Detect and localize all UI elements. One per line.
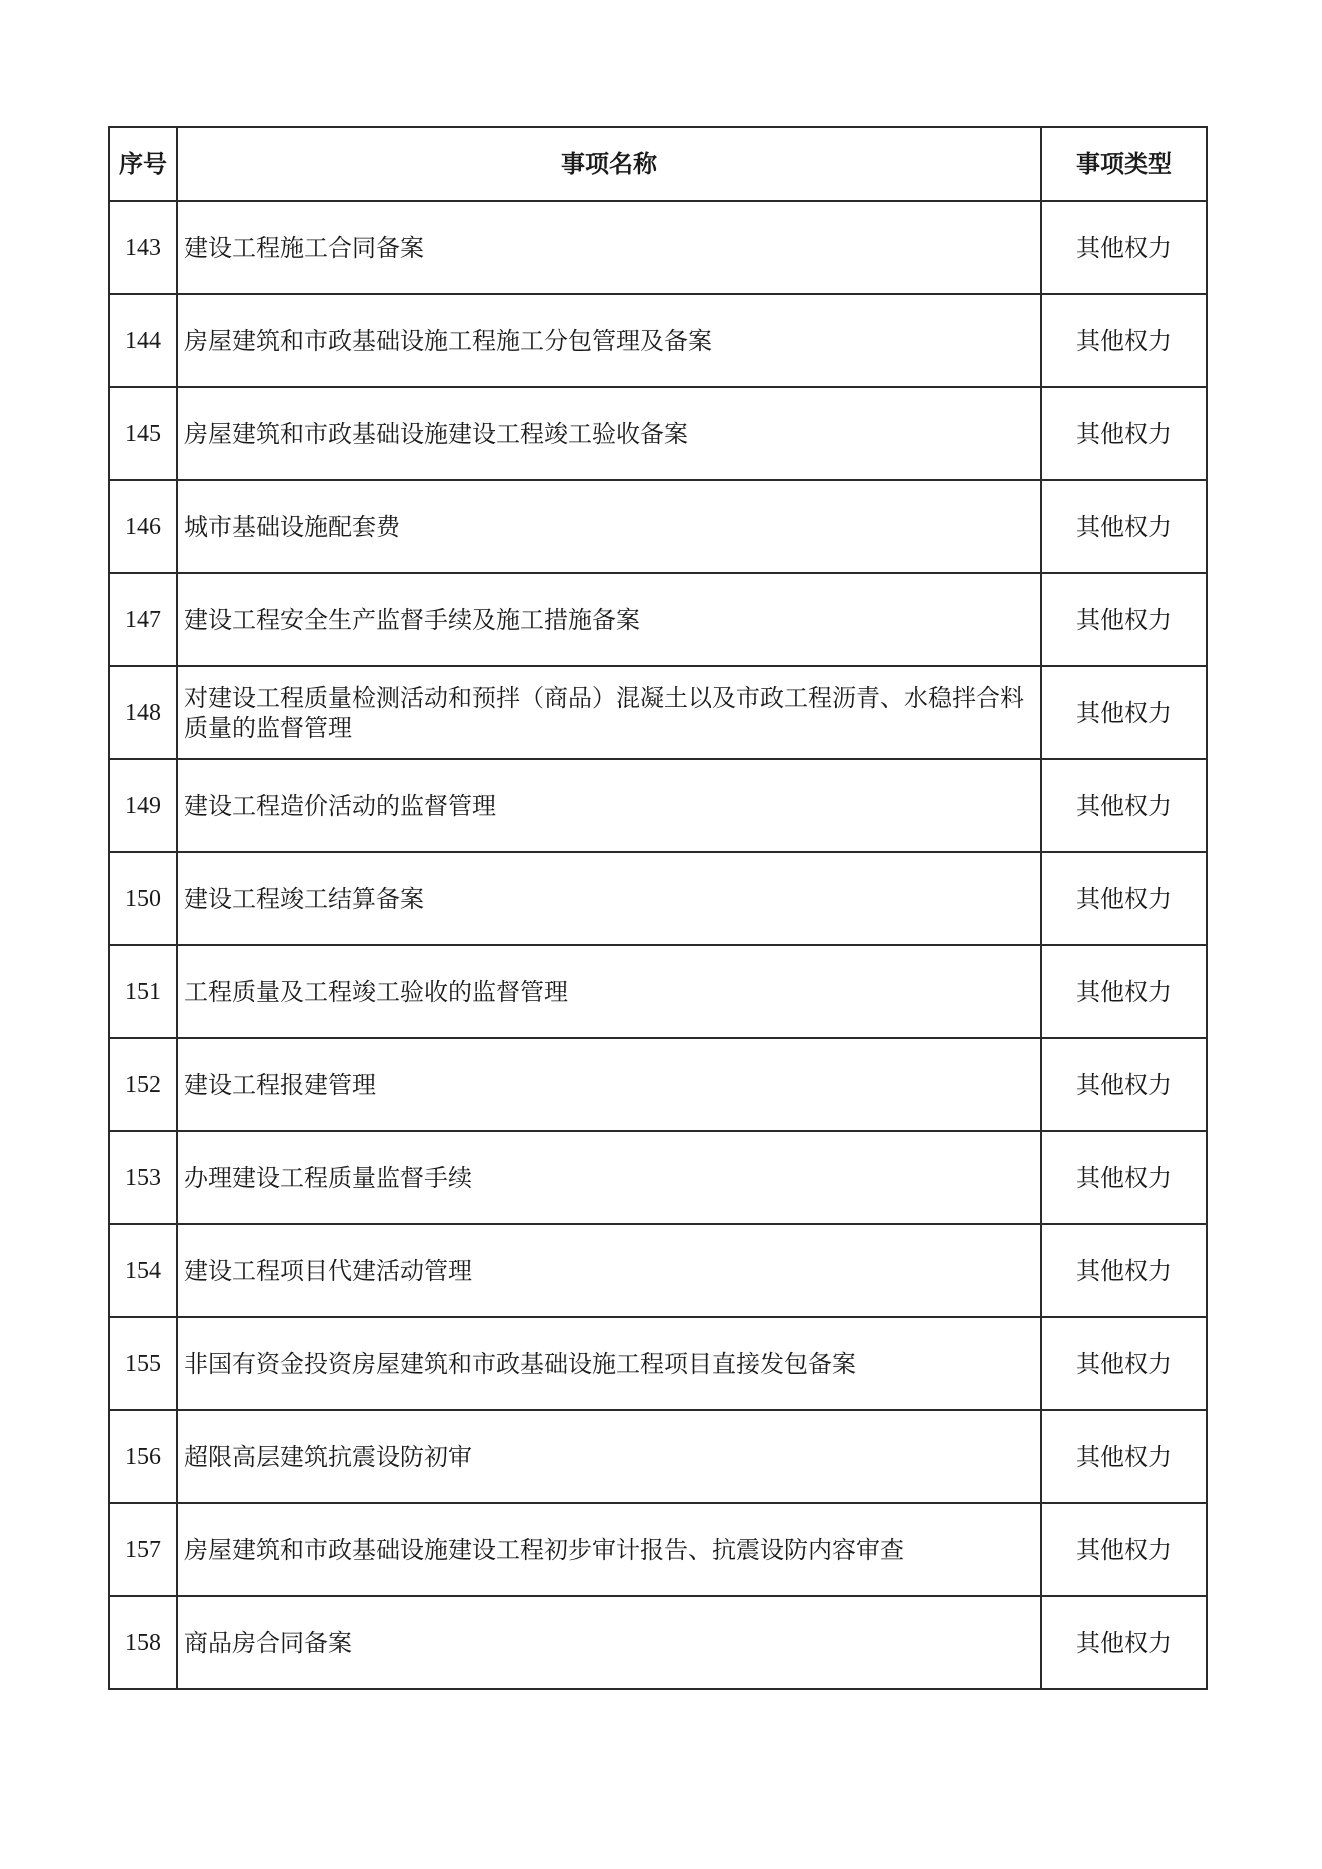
table-header-row: [109, 127, 1207, 201]
row-serial-number: 145: [109, 387, 177, 480]
row-serial-number: 157: [109, 1503, 177, 1596]
row-serial-number: 147: [109, 573, 177, 666]
table-row: [109, 387, 1207, 480]
row-item-type: 其他权力: [1041, 1317, 1207, 1410]
row-item-name: 房屋建筑和市政基础设施工程施工分包管理及备案: [177, 294, 1041, 387]
table-row: [109, 201, 1207, 294]
row-item-type: 其他权力: [1041, 1596, 1207, 1689]
row-item-name: 建设工程造价活动的监督管理: [177, 759, 1041, 852]
table-row: [109, 1410, 1207, 1503]
row-item-name: 办理建设工程质量监督手续: [177, 1131, 1041, 1224]
row-serial-number: 143: [109, 201, 177, 294]
row-item-type: 其他权力: [1041, 759, 1207, 852]
table-row: [109, 666, 1207, 759]
power-list-table-container: [108, 126, 1206, 1690]
row-item-type: 其他权力: [1041, 1224, 1207, 1317]
table-row: [109, 1224, 1207, 1317]
row-item-type: 其他权力: [1041, 1503, 1207, 1596]
row-serial-number: 153: [109, 1131, 177, 1224]
row-item-type: 其他权力: [1041, 294, 1207, 387]
table-row: [109, 1038, 1207, 1131]
row-item-type: 其他权力: [1041, 201, 1207, 294]
row-item-name: 非国有资金投资房屋建筑和市政基础设施工程项目直接发包备案: [177, 1317, 1041, 1410]
table-row: [109, 294, 1207, 387]
row-item-name: 城市基础设施配套费: [177, 480, 1041, 573]
row-item-type: 其他权力: [1041, 1410, 1207, 1503]
column-header-item-name: 事项名称: [177, 127, 1041, 201]
row-item-type: 其他权力: [1041, 852, 1207, 945]
row-item-name: 建设工程报建管理: [177, 1038, 1041, 1131]
row-item-type: 其他权力: [1041, 666, 1207, 759]
row-serial-number: 152: [109, 1038, 177, 1131]
row-serial-number: 150: [109, 852, 177, 945]
row-item-name: 房屋建筑和市政基础设施建设工程初步审计报告、抗震设防内容审查: [177, 1503, 1041, 1596]
table-row: [109, 945, 1207, 1038]
row-item-name: 建设工程项目代建活动管理: [177, 1224, 1041, 1317]
table-row: [109, 573, 1207, 666]
row-item-name: 对建设工程质量检测活动和预拌（商品）混凝土以及市政工程沥青、水稳拌合料质量的监督管理: [177, 666, 1041, 759]
row-serial-number: 156: [109, 1410, 177, 1503]
power-list-table: [108, 126, 1208, 1690]
row-item-type: 其他权力: [1041, 573, 1207, 666]
row-item-name: 工程质量及工程竣工验收的监督管理: [177, 945, 1041, 1038]
row-item-name: 房屋建筑和市政基础设施建设工程竣工验收备案: [177, 387, 1041, 480]
row-item-type: 其他权力: [1041, 480, 1207, 573]
row-serial-number: 149: [109, 759, 177, 852]
row-item-type: 其他权力: [1041, 945, 1207, 1038]
row-item-name: 建设工程竣工结算备案: [177, 852, 1041, 945]
row-serial-number: 154: [109, 1224, 177, 1317]
column-header-serial-number: 序号: [109, 127, 177, 201]
row-item-name: 建设工程安全生产监督手续及施工措施备案: [177, 573, 1041, 666]
row-item-name: 商品房合同备案: [177, 1596, 1041, 1689]
table-row: [109, 759, 1207, 852]
row-item-name: 超限高层建筑抗震设防初审: [177, 1410, 1041, 1503]
column-header-item-type: 事项类型: [1041, 127, 1207, 201]
row-serial-number: 151: [109, 945, 177, 1038]
row-serial-number: 144: [109, 294, 177, 387]
row-serial-number: 148: [109, 666, 177, 759]
row-serial-number: 146: [109, 480, 177, 573]
table-row: [109, 1596, 1207, 1689]
row-item-type: 其他权力: [1041, 387, 1207, 480]
row-serial-number: 158: [109, 1596, 177, 1689]
row-item-type: 其他权力: [1041, 1131, 1207, 1224]
table-row: [109, 852, 1207, 945]
table-row: [109, 1131, 1207, 1224]
row-serial-number: 155: [109, 1317, 177, 1410]
row-item-name: 建设工程施工合同备案: [177, 201, 1041, 294]
table-row: [109, 480, 1207, 573]
row-item-type: 其他权力: [1041, 1038, 1207, 1131]
table-row: [109, 1503, 1207, 1596]
table-row: [109, 1317, 1207, 1410]
